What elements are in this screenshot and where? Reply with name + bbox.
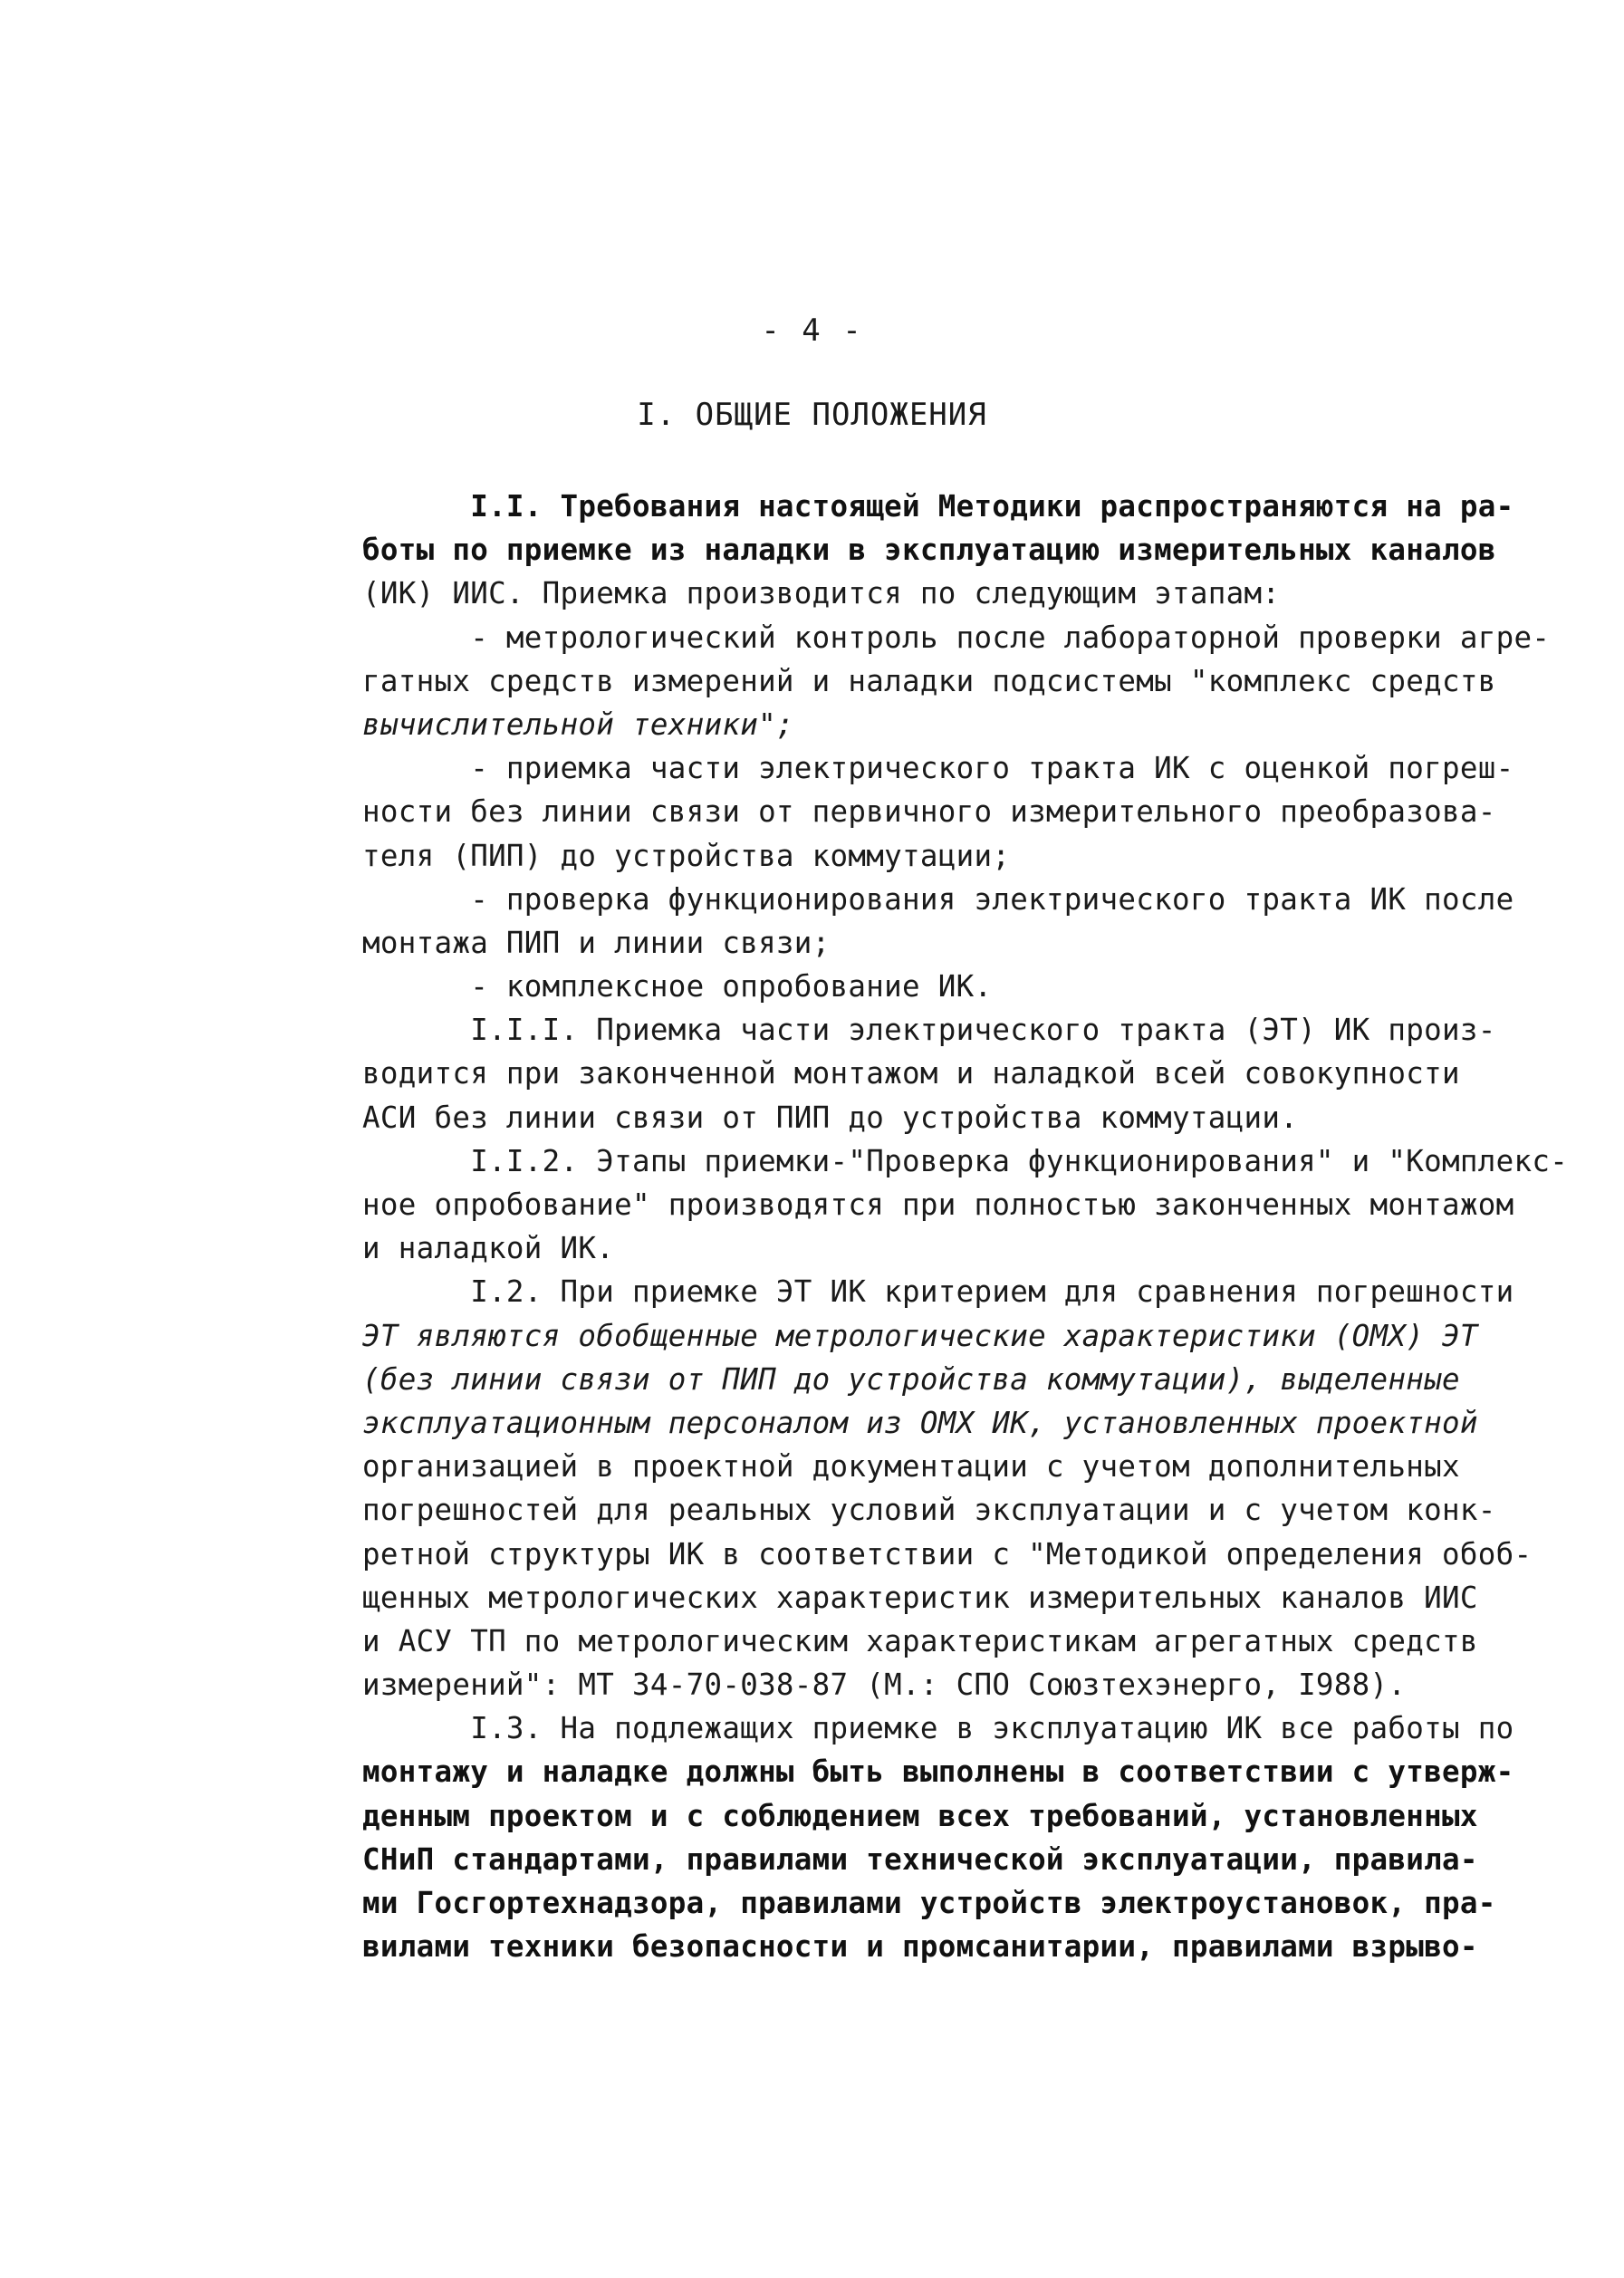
text-line: погрешностей для реальных условий эксплуатации и с учетом конк- — [362, 1493, 1496, 1528]
text-line: водится при законченной монтажом и наладкой всей совокупности — [362, 1056, 1460, 1091]
text-line: ми Госгортехнадзора, правилами устройств электроустановок, пра- — [362, 1886, 1496, 1920]
text-line: I.I. Требования настоящей Методики распространяются на ра- — [362, 489, 1514, 524]
text-line: щенных метрологических характеристик измерительных каналов ИИС — [362, 1580, 1478, 1615]
text-line: монтажу и наладке должны быть выполнены в соответствии с утверж- — [362, 1754, 1514, 1790]
text-line: теля (ПИП) до устройства коммутации; — [362, 838, 1011, 873]
text-line: ЭТ являются обобщенные метрологические характеристики (ОМХ) ЭТ — [362, 1318, 1478, 1353]
text-line: - приемка части электрического тракта ИК с оценкой погреш- — [362, 751, 1514, 786]
text-line: (ИК) ИИС. Приемка производится по следующим этапам: — [362, 576, 1281, 611]
text-line: организацией в проектной документации с учетом дополнительных — [362, 1449, 1460, 1485]
text-line: ретной структуры ИК в соответствии с "Методикой определения обоб- — [362, 1536, 1533, 1572]
text-line: боты по приемке из наладки в эксплуатацию измерительных каналов — [362, 533, 1496, 568]
text-line: денным проектом и с соблюдением всех требований, установленных — [362, 1798, 1478, 1833]
body-text — [362, 485, 1569, 1968]
text-line: I.I.I. Приемка части электрического тракта (ЭТ) ИК произ- — [362, 1013, 1496, 1048]
text-line: СНиП стандартами, правилами технической эксплуатации, правила- — [362, 1841, 1478, 1877]
text-line: и наладкой ИК. — [362, 1231, 615, 1266]
section-title: I. ОБЩИЕ ПОЛОЖЕНИЯ — [637, 397, 987, 433]
text-line: и АСУ ТП по метрологическим характеристикам агрегатных средств — [362, 1623, 1478, 1658]
text-line: (без линии связи от ПИП до устройства коммутации), выделенные — [362, 1361, 1460, 1397]
text-line: ное опробование" производятся при полностью законченных монтажом — [362, 1187, 1514, 1222]
text-line: измерений": МТ 34-70-038-87 (М.: СПО Союзтехэнерго, I988). — [362, 1668, 1407, 1703]
text-line: вилами техники безопасности и промсанитарии, правилами взрыво- — [362, 1929, 1478, 1965]
page-number: - 4 - — [761, 312, 863, 349]
text-line: - комплексное опробование ИК. — [362, 969, 993, 1004]
text-line: I.2. При приемке ЭТ ИК критерием для сравнения погрешности — [362, 1274, 1514, 1310]
text-line: I.3. На подлежащих приемке в эксплуатацию ИК все работы по — [362, 1711, 1514, 1746]
text-line: монтажа ПИП и линии связи; — [362, 925, 831, 960]
text-line: - метрологический контроль после лабораторной проверки агре- — [362, 620, 1551, 655]
text-line: гатных средств измерений и наладки подсистемы "комплекс средств — [362, 663, 1496, 698]
text-line: вычислительной техники"; — [362, 706, 794, 742]
text-line: - проверка функционирования электрического тракта ИК после — [362, 881, 1514, 917]
text-line: эксплуатационным персоналом из ОМХ ИК, установленных проектной — [362, 1405, 1478, 1440]
text-line: I.I.2. Этапы приемки-"Проверка функционирования" и "Комплекс- — [362, 1143, 1569, 1178]
text-line: АСИ без линии связи от ПИП до устройства коммутации. — [362, 1100, 1299, 1135]
text-line: ности без линии связи от первичного измерительного преобразова- — [362, 794, 1496, 830]
